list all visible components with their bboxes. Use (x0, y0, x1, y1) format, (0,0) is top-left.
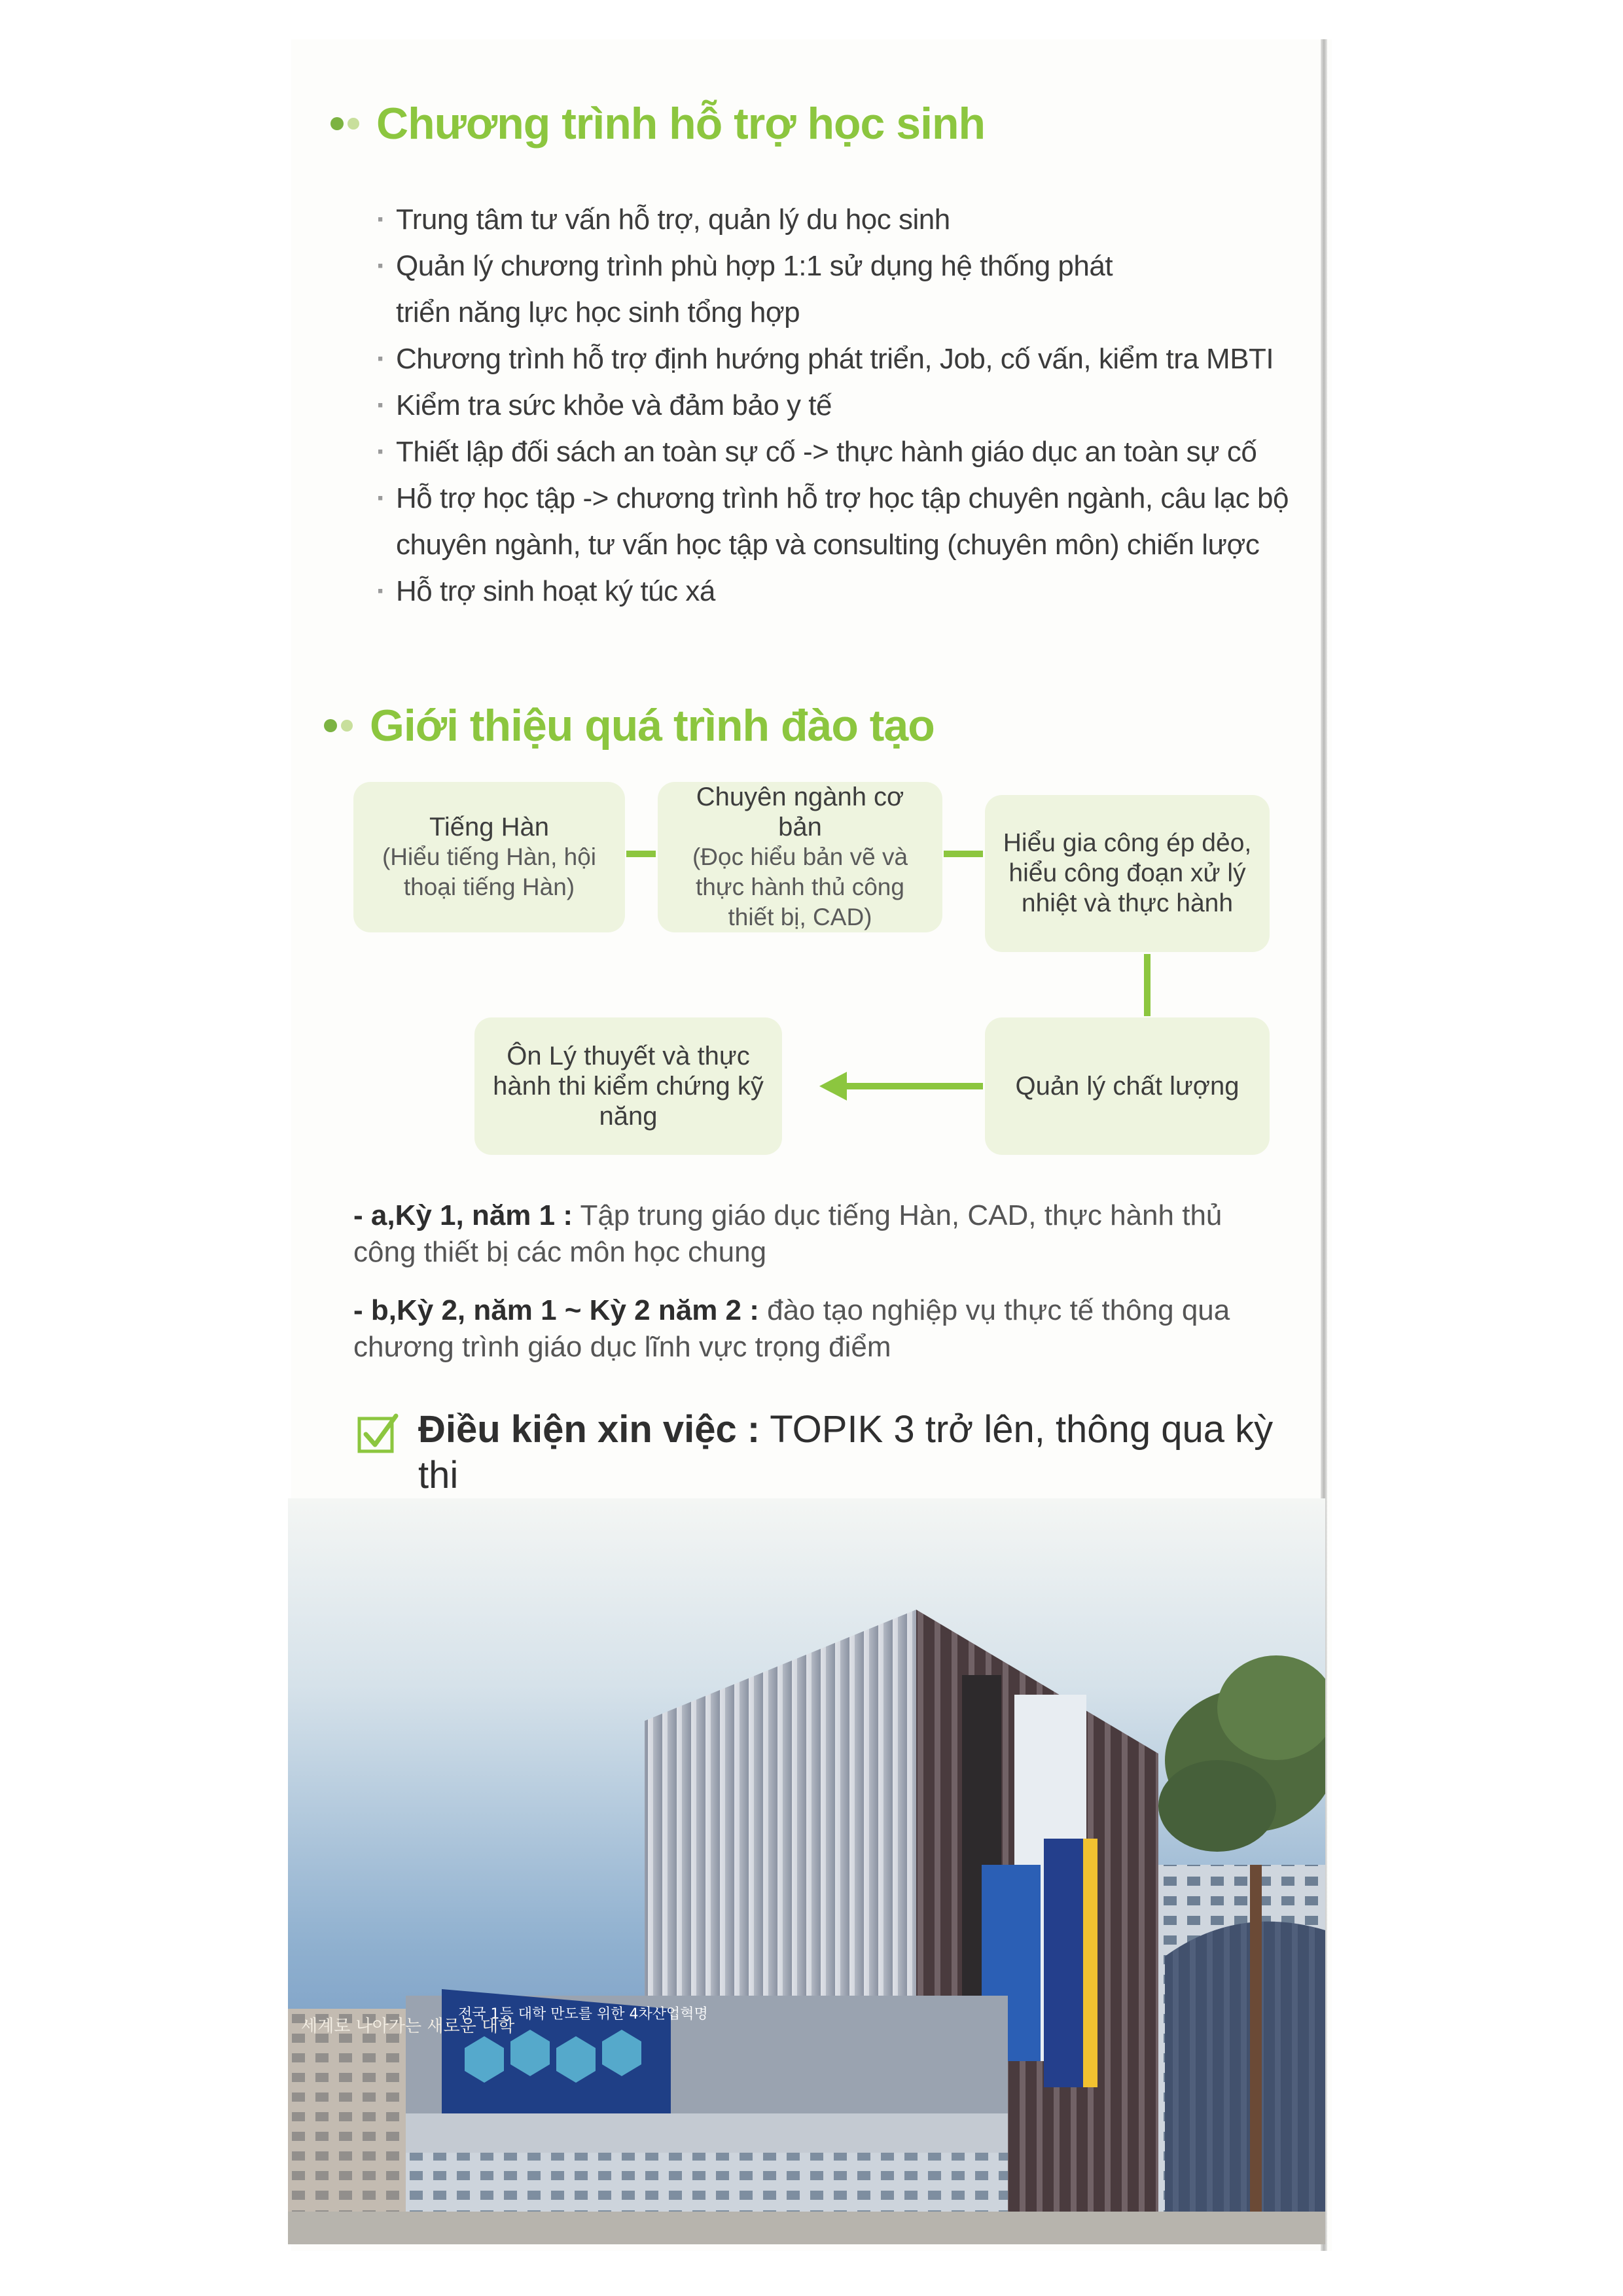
flow-connector (1144, 954, 1150, 1016)
list-item: · Chương trình hỗ trợ định hướng phát triển, Job, cố vấn, kiểm tra MBTI (376, 336, 1306, 382)
training-section-title: Giới thiệu quá trình đào tạo (324, 700, 935, 751)
step-plastic-processing: Hiểu gia công ép dẻo, hiểu công đoạn xử lý nhiệt và thực hành (985, 795, 1270, 952)
campus-building-image (288, 1498, 1325, 2244)
requirement-text: Điều kiện xin việc : TOPIK 3 trở lên, thông qua kỳ thi (418, 1408, 1274, 1496)
list-item: · Trung tâm tư vấn hỗ trợ, quản lý du học sinh (376, 196, 1306, 243)
support-section-title: Chương trình hỗ trợ học sinh (330, 98, 985, 149)
list-item: · Kiểm tra sức khỏe và đảm bảo y tế (376, 382, 1306, 429)
checkbox-checked-icon (357, 1412, 400, 1455)
list-item: · Hỗ trợ học tập -> chương trình hỗ trợ học tập chuyên ngành, câu lạc bộ chuyên ngành, tư vấn học tập và consulting (chuyên môn) chiến lược (376, 475, 1306, 568)
list-item: · Hỗ trợ sinh hoạt ký túc xá (376, 568, 1306, 614)
step-basic-major: Chuyên ngành cơ bản (Đọc hiểu bản vẽ và thực hành thủ công thiết bị, CAD) (658, 782, 942, 932)
flow-arrow-left-icon (818, 1067, 985, 1106)
step-quality-management: Quản lý chất lượng (985, 1017, 1270, 1155)
term-note: - a,Kỳ 1, năm 1 : Tập trung giáo dục tiếng Hàn, CAD, thực hành thủ công thiết bị các môn học chung (353, 1199, 1222, 1268)
flow-connector (944, 851, 983, 857)
campus-building-photo (288, 1498, 1325, 2244)
title-dots-icon (330, 117, 359, 130)
list-item: · Quản lý chương trình phù hợp 1:1 sử dụng hệ thống phát triển năng lực học sinh tổng hợp (376, 243, 1306, 336)
title-dots-icon (324, 719, 353, 732)
list-item: · Thiết lập đối sách an toàn sự cố -> thực hành giáo dục an toàn sự cố (376, 429, 1306, 475)
step-korean: Tiếng Hàn (Hiểu tiếng Hàn, hội thoại tiếng Hàn) (353, 782, 625, 932)
step-skill-exam-review: Ôn Lý thuyết và thực hành thi kiểm chứng kỹ năng (474, 1017, 782, 1155)
support-list (376, 196, 1306, 614)
term-note: - b,Kỳ 2, năm 1 ~ Kỳ 2 năm 2 : đào tạo nghiệp vụ thực tế thông qua chương trình giáo dục lĩnh vực trọng điểm (353, 1294, 1230, 1363)
flow-connector (626, 851, 656, 857)
banner-text: 전국 1등 대학 만도를 위한 4차산업혁명 (458, 2006, 708, 2022)
sign-text: 세계로 나아가는 새로운 대학 (301, 2017, 515, 2036)
